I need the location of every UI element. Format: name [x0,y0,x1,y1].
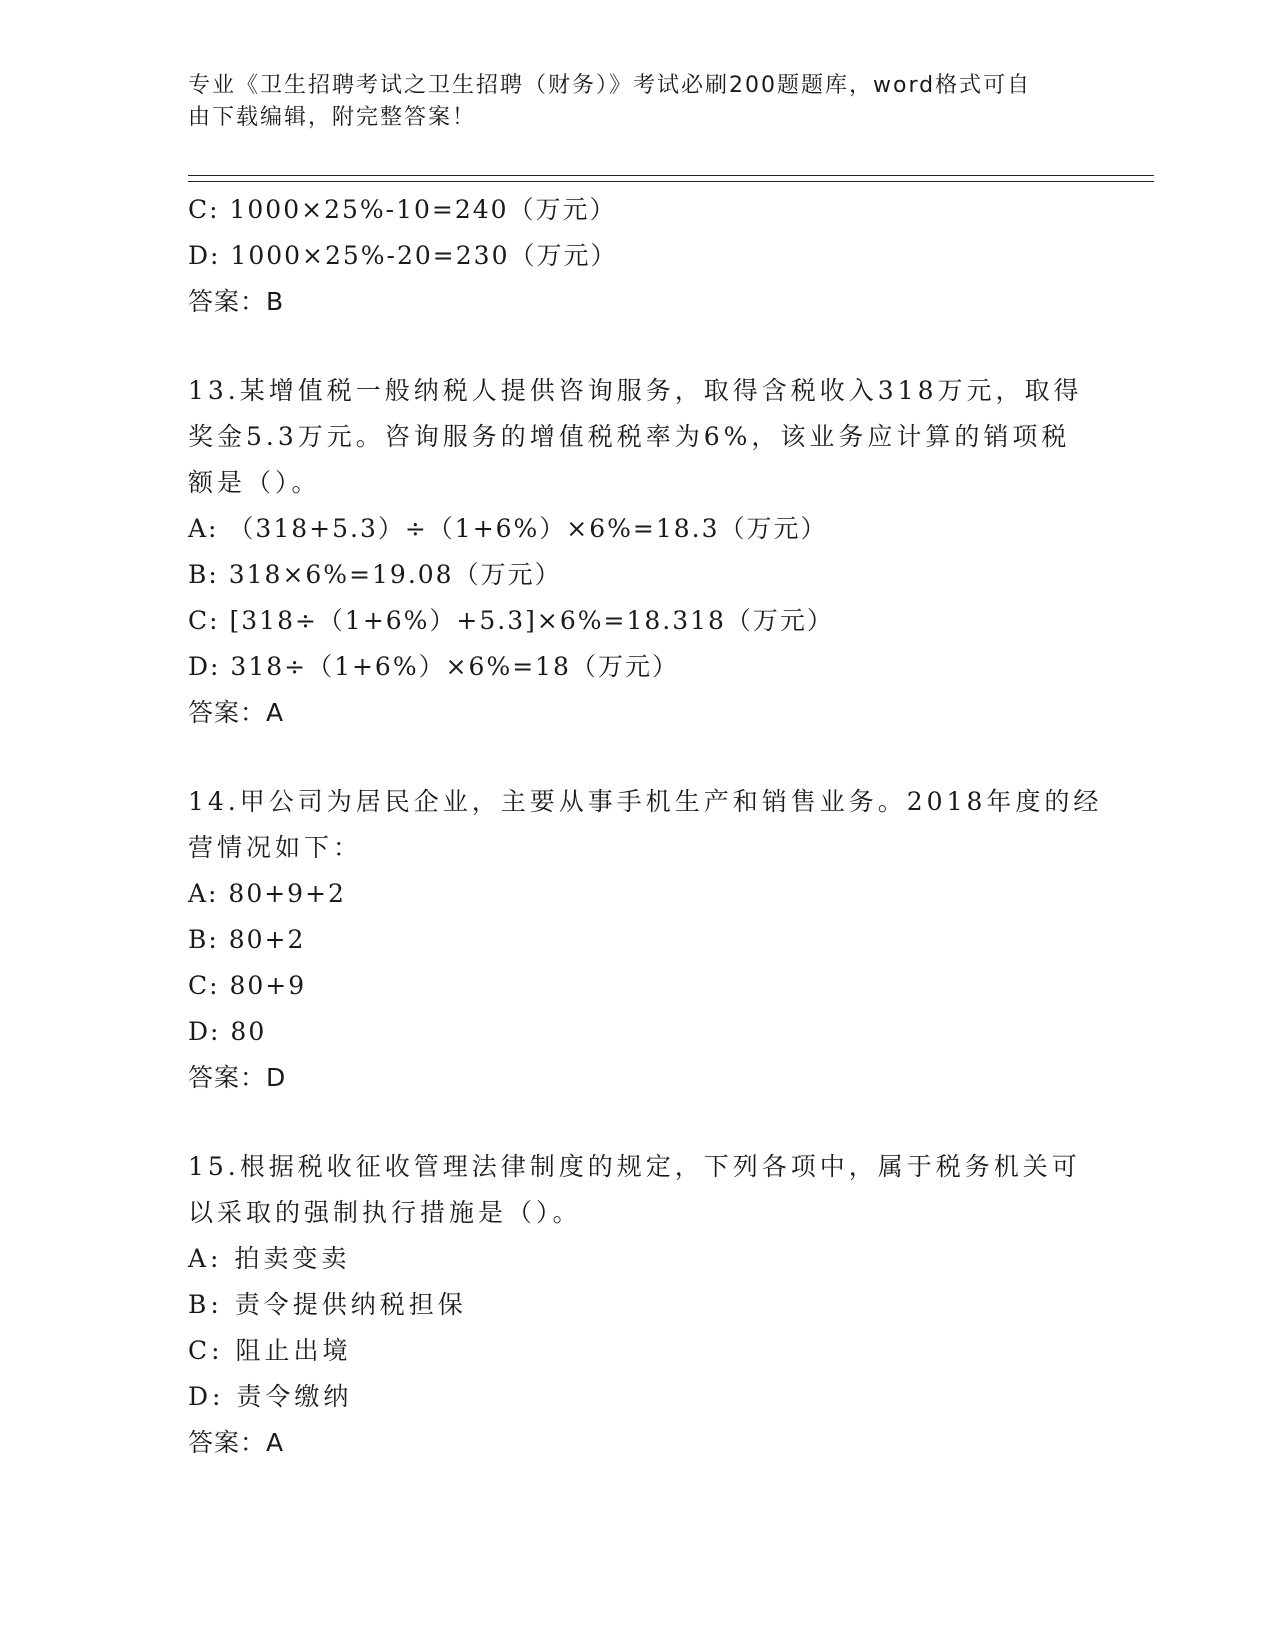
q14-option-d: D: 80 [188,1017,267,1046]
q13-stem-line-1: 13.某增值税一般纳税人提供咨询服务，取得含税收入318万元，取得 [188,376,1083,405]
q13-option-b: B: 318×6%=19.08（万元） [188,560,562,589]
q15-option-c: C: 阻止出境 [188,1336,352,1365]
q13-option-d: D: 318÷（1+6%）×6%=18（万元） [188,652,679,681]
q15-option-a: A: 拍卖变卖 [188,1244,351,1273]
q14-option-c: C: 80+9 [188,971,307,1000]
header-line-2: 由下载编辑，附完整答案！ [188,105,477,130]
q12-answer: 答案：B [188,287,285,316]
q13-stem-line-3: 额是（）。 [188,468,321,497]
q14-stem-line-2: 营情况如下： [188,833,363,862]
spacer [188,736,1088,779]
q13-stem-line-2: 奖金5.3万元。咨询服务的增值税税率为6%，该业务应计算的销项税 [188,422,1071,451]
document-header [188,70,1088,134]
q14-option-a: A: 80+9+2 [188,879,346,908]
q12-option-c: C: 1000×25%-10=240（万元） [188,195,617,224]
q12-option-d: D: 1000×25%-20=230（万元） [188,241,618,270]
q15-stem-line-1: 15.根据税收征收管理法律制度的规定，下列各项中，属于税务机关可 [188,1152,1081,1181]
q15-option-b: B: 责令提供纳税担保 [188,1290,467,1319]
question-content [188,187,1103,1466]
q14-stem-line-1: 14.甲公司为居民企业，主要从事手机生产和销售业务。2018年度的经 [188,787,1103,816]
header-line-1: 专业《卫生招聘考试之卫生招聘（财务）》考试必刷200题题库，word格式可自 [188,73,1032,98]
q13-option-c: C: [318÷（1+6%）+5.3]×6%=18.318（万元） [188,606,834,635]
header-divider-bottom [188,181,1154,182]
header-divider-top [188,175,1154,176]
q14-option-b: B: 80+2 [188,925,306,954]
q15-answer: 答案：A [188,1428,285,1457]
q15-option-d: D: 责令缴纳 [188,1382,353,1411]
spacer [188,325,1088,368]
q13-answer: 答案：A [188,698,285,727]
spacer [188,1101,1088,1144]
q15-stem-line-2: 以采取的强制执行措施是（）。 [188,1198,582,1227]
q14-answer: 答案：D [188,1063,287,1092]
q13-option-a: A: （318+5.3）÷（1+6%）×6%=18.3（万元） [188,514,828,543]
